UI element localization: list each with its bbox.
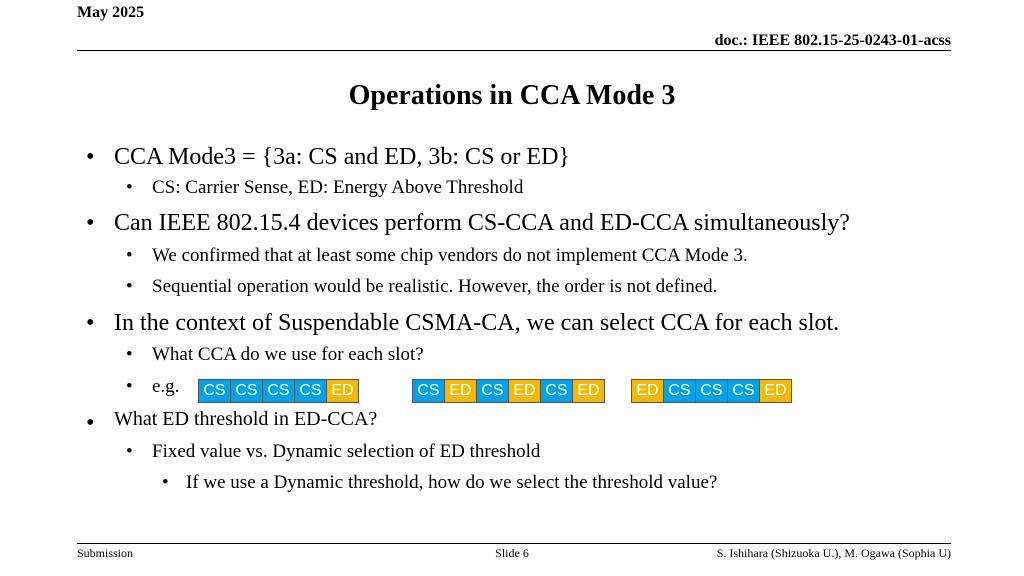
bullet-glyph: • — [162, 472, 169, 493]
slot-cs: CS — [230, 379, 263, 403]
slot-ed: ED — [508, 379, 541, 403]
bullet-cs-ed-definition: CS: Carrier Sense, ED: Energy Above Threshold — [152, 177, 524, 198]
footer-submission: Submission — [77, 546, 134, 560]
bullet-which-cca: What CCA do we use for each slot? — [152, 344, 424, 365]
footer-slide-number: Slide 6 — [495, 546, 529, 560]
footer-authors: S. Ishihara (Shizuoka U.), M. Ogawa (Sophia U) — [716, 546, 951, 560]
slot-cs: CS — [294, 379, 327, 403]
slide-title: Operations in CCA Mode 3 — [348, 80, 676, 111]
bullet-glyph: • — [126, 376, 133, 397]
slot-ed: ED — [326, 379, 359, 403]
slot-ed: ED — [631, 379, 664, 403]
header-date: May 2025 — [77, 4, 145, 21]
bullet-vendors-confirmed: We confirmed that at least some chip vendors do not implement CCA Mode 3. — [152, 245, 748, 266]
bullet-glyph: • — [126, 177, 133, 198]
bullet-cca-mode3: CCA Mode3 = {3a: CS and ED, 3b: CS or ED} — [114, 144, 570, 170]
slot-ed: ED — [572, 379, 605, 403]
bullet-example: e.g. — [152, 376, 180, 397]
slot-sequence-1 — [198, 379, 358, 403]
bullet-fixed-vs-dynamic: Fixed value vs. Dynamic selection of ED threshold — [152, 441, 541, 462]
slot-ed: ED — [444, 379, 477, 403]
bullet-glyph: • — [86, 310, 95, 336]
slot-cs: CS — [727, 379, 760, 403]
bullet-glyph: • — [126, 276, 133, 297]
bullet-suspendable-csma: In the context of Suspendable CSMA-CA, we can select CCA for each slot. — [114, 310, 840, 336]
bullet-glyph: • — [126, 441, 133, 462]
bullet-glyph: • — [86, 410, 95, 436]
footer-divider — [77, 543, 951, 544]
bullet-glyph: • — [86, 210, 95, 236]
slot-cs: CS — [198, 379, 231, 403]
slot-cs: CS — [663, 379, 696, 403]
slot-sequence-3 — [631, 379, 791, 403]
header-doc-id: doc.: IEEE 802.15-25-0243-01-acss — [714, 32, 951, 49]
bullet-simultaneous-question: Can IEEE 802.15.4 devices perform CS-CCA and ED-CCA simultaneously? — [114, 210, 850, 236]
bullet-glyph: • — [126, 344, 133, 365]
bullet-glyph: • — [86, 144, 95, 170]
bullet-glyph: • — [126, 245, 133, 266]
bullet-dynamic-threshold-question: If we use a Dynamic threshold, how do we select the threshold value? — [186, 472, 718, 493]
bullet-ed-threshold: What ED threshold in ED-CCA? — [114, 408, 378, 430]
slot-sequence-2 — [412, 379, 604, 403]
slot-cs: CS — [540, 379, 573, 403]
slot-cs: CS — [695, 379, 728, 403]
slot-ed: ED — [759, 379, 792, 403]
bullet-sequential-operation: Sequential operation would be realistic. However, the order is not defined. — [152, 276, 718, 297]
slot-cs: CS — [262, 379, 295, 403]
slot-cs: CS — [412, 379, 445, 403]
header-divider — [77, 50, 951, 51]
slot-cs: CS — [476, 379, 509, 403]
